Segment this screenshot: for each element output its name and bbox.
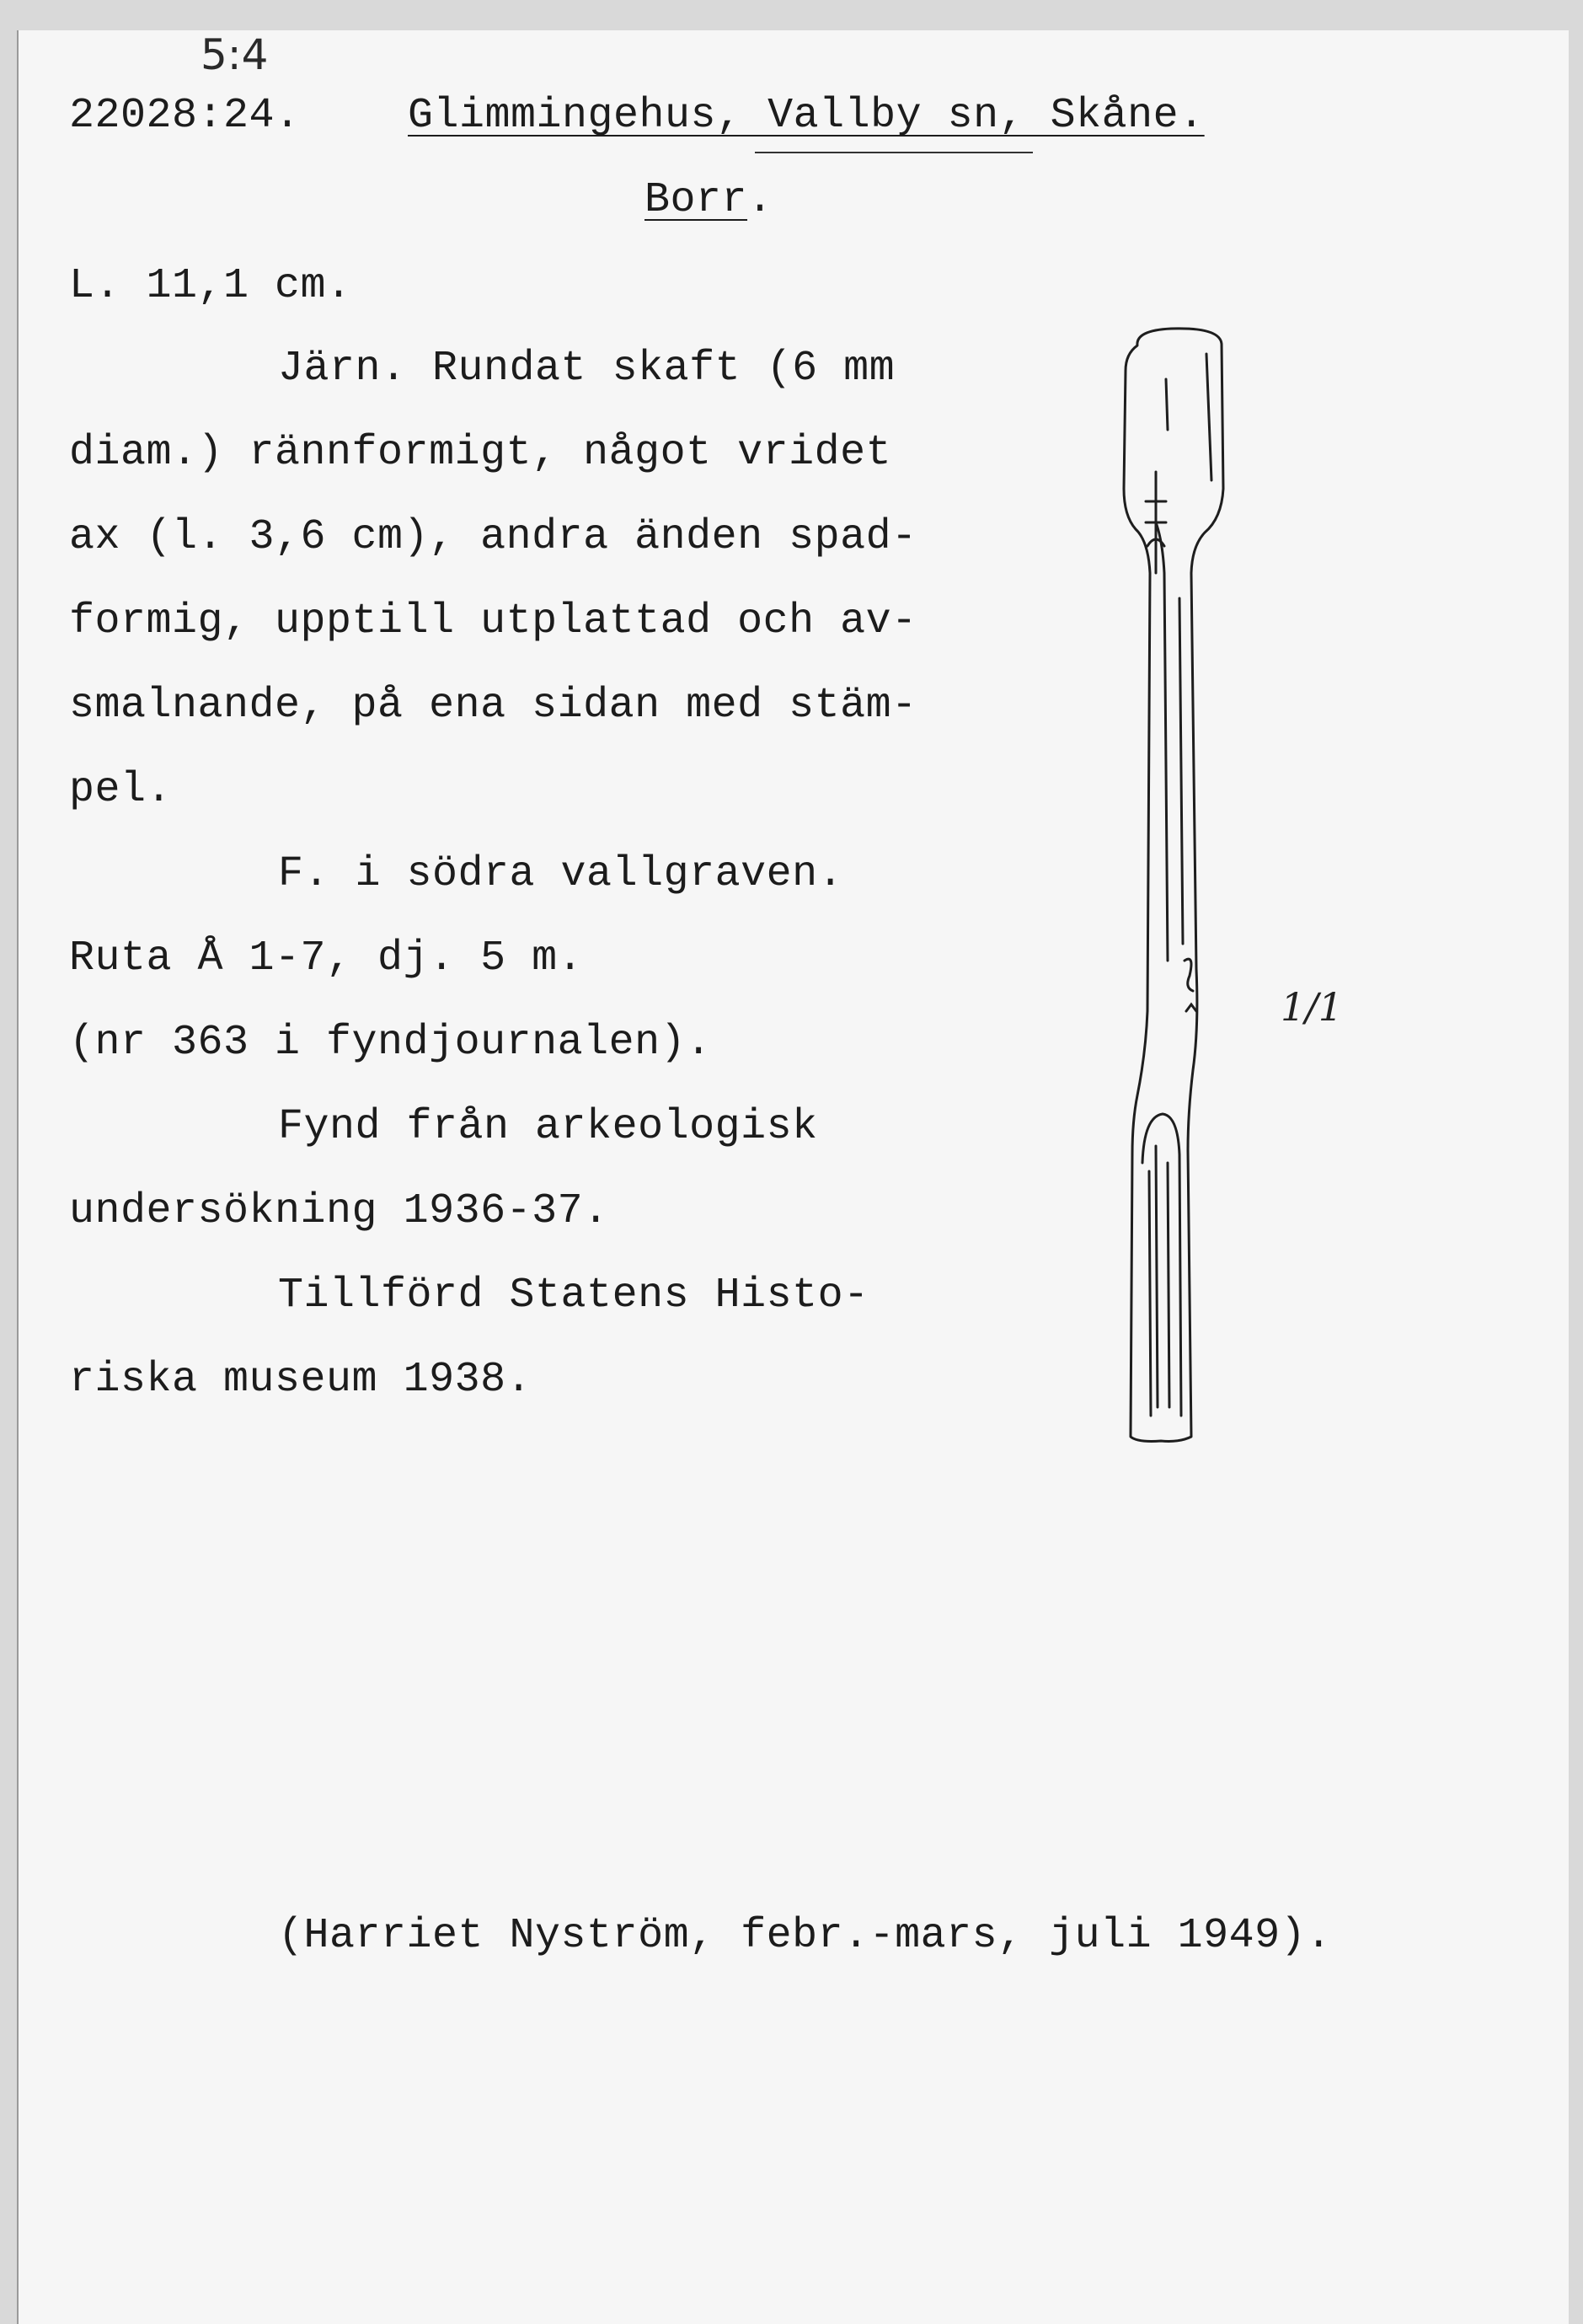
museum-line: Tillförd Statens Histo-: [278, 1272, 869, 1320]
author-note: (Harriet Nyström, febr.-mars, juli 1949).: [278, 1912, 1332, 1960]
description-line: ax (l. 3,6 cm), andra änden spad-: [69, 513, 917, 561]
find-line: (nr 363 i fyndjournalen).: [69, 1019, 712, 1067]
handwritten-reference: 5:4: [201, 30, 269, 79]
object-name-suffix: .: [747, 176, 773, 224]
drill-illustration: [1112, 320, 1247, 1458]
excavation-line: undersökning 1936-37.: [69, 1187, 609, 1235]
description-line: diam.) rännformigt, något vridet: [69, 429, 892, 477]
catalog-number: 22028:24.: [69, 92, 301, 140]
location-underline-mark: [755, 152, 1033, 153]
museum-line: riska museum 1938.: [69, 1356, 532, 1404]
find-line: Ruta Å 1-7, dj. 5 m.: [69, 934, 584, 983]
object-name-line: [644, 177, 773, 224]
object-name: Borr: [644, 176, 748, 224]
find-location: Glimmingehus, Vallby sn, Skåne.: [408, 92, 1205, 140]
scale-label: 1/1: [1281, 984, 1344, 1030]
length: L. 11,1 cm.: [69, 262, 352, 310]
find-line: F. i södra vallgraven.: [278, 850, 844, 898]
description-line: Järn. Rundat skaft (6 mm: [278, 345, 896, 393]
description-line: formig, upptill utplattad och av-: [69, 597, 917, 645]
description-line: pel.: [69, 766, 173, 814]
excavation-line: Fynd från arkeologisk: [278, 1103, 818, 1151]
description-line: smalnande, på ena sidan med stäm-: [69, 682, 917, 730]
